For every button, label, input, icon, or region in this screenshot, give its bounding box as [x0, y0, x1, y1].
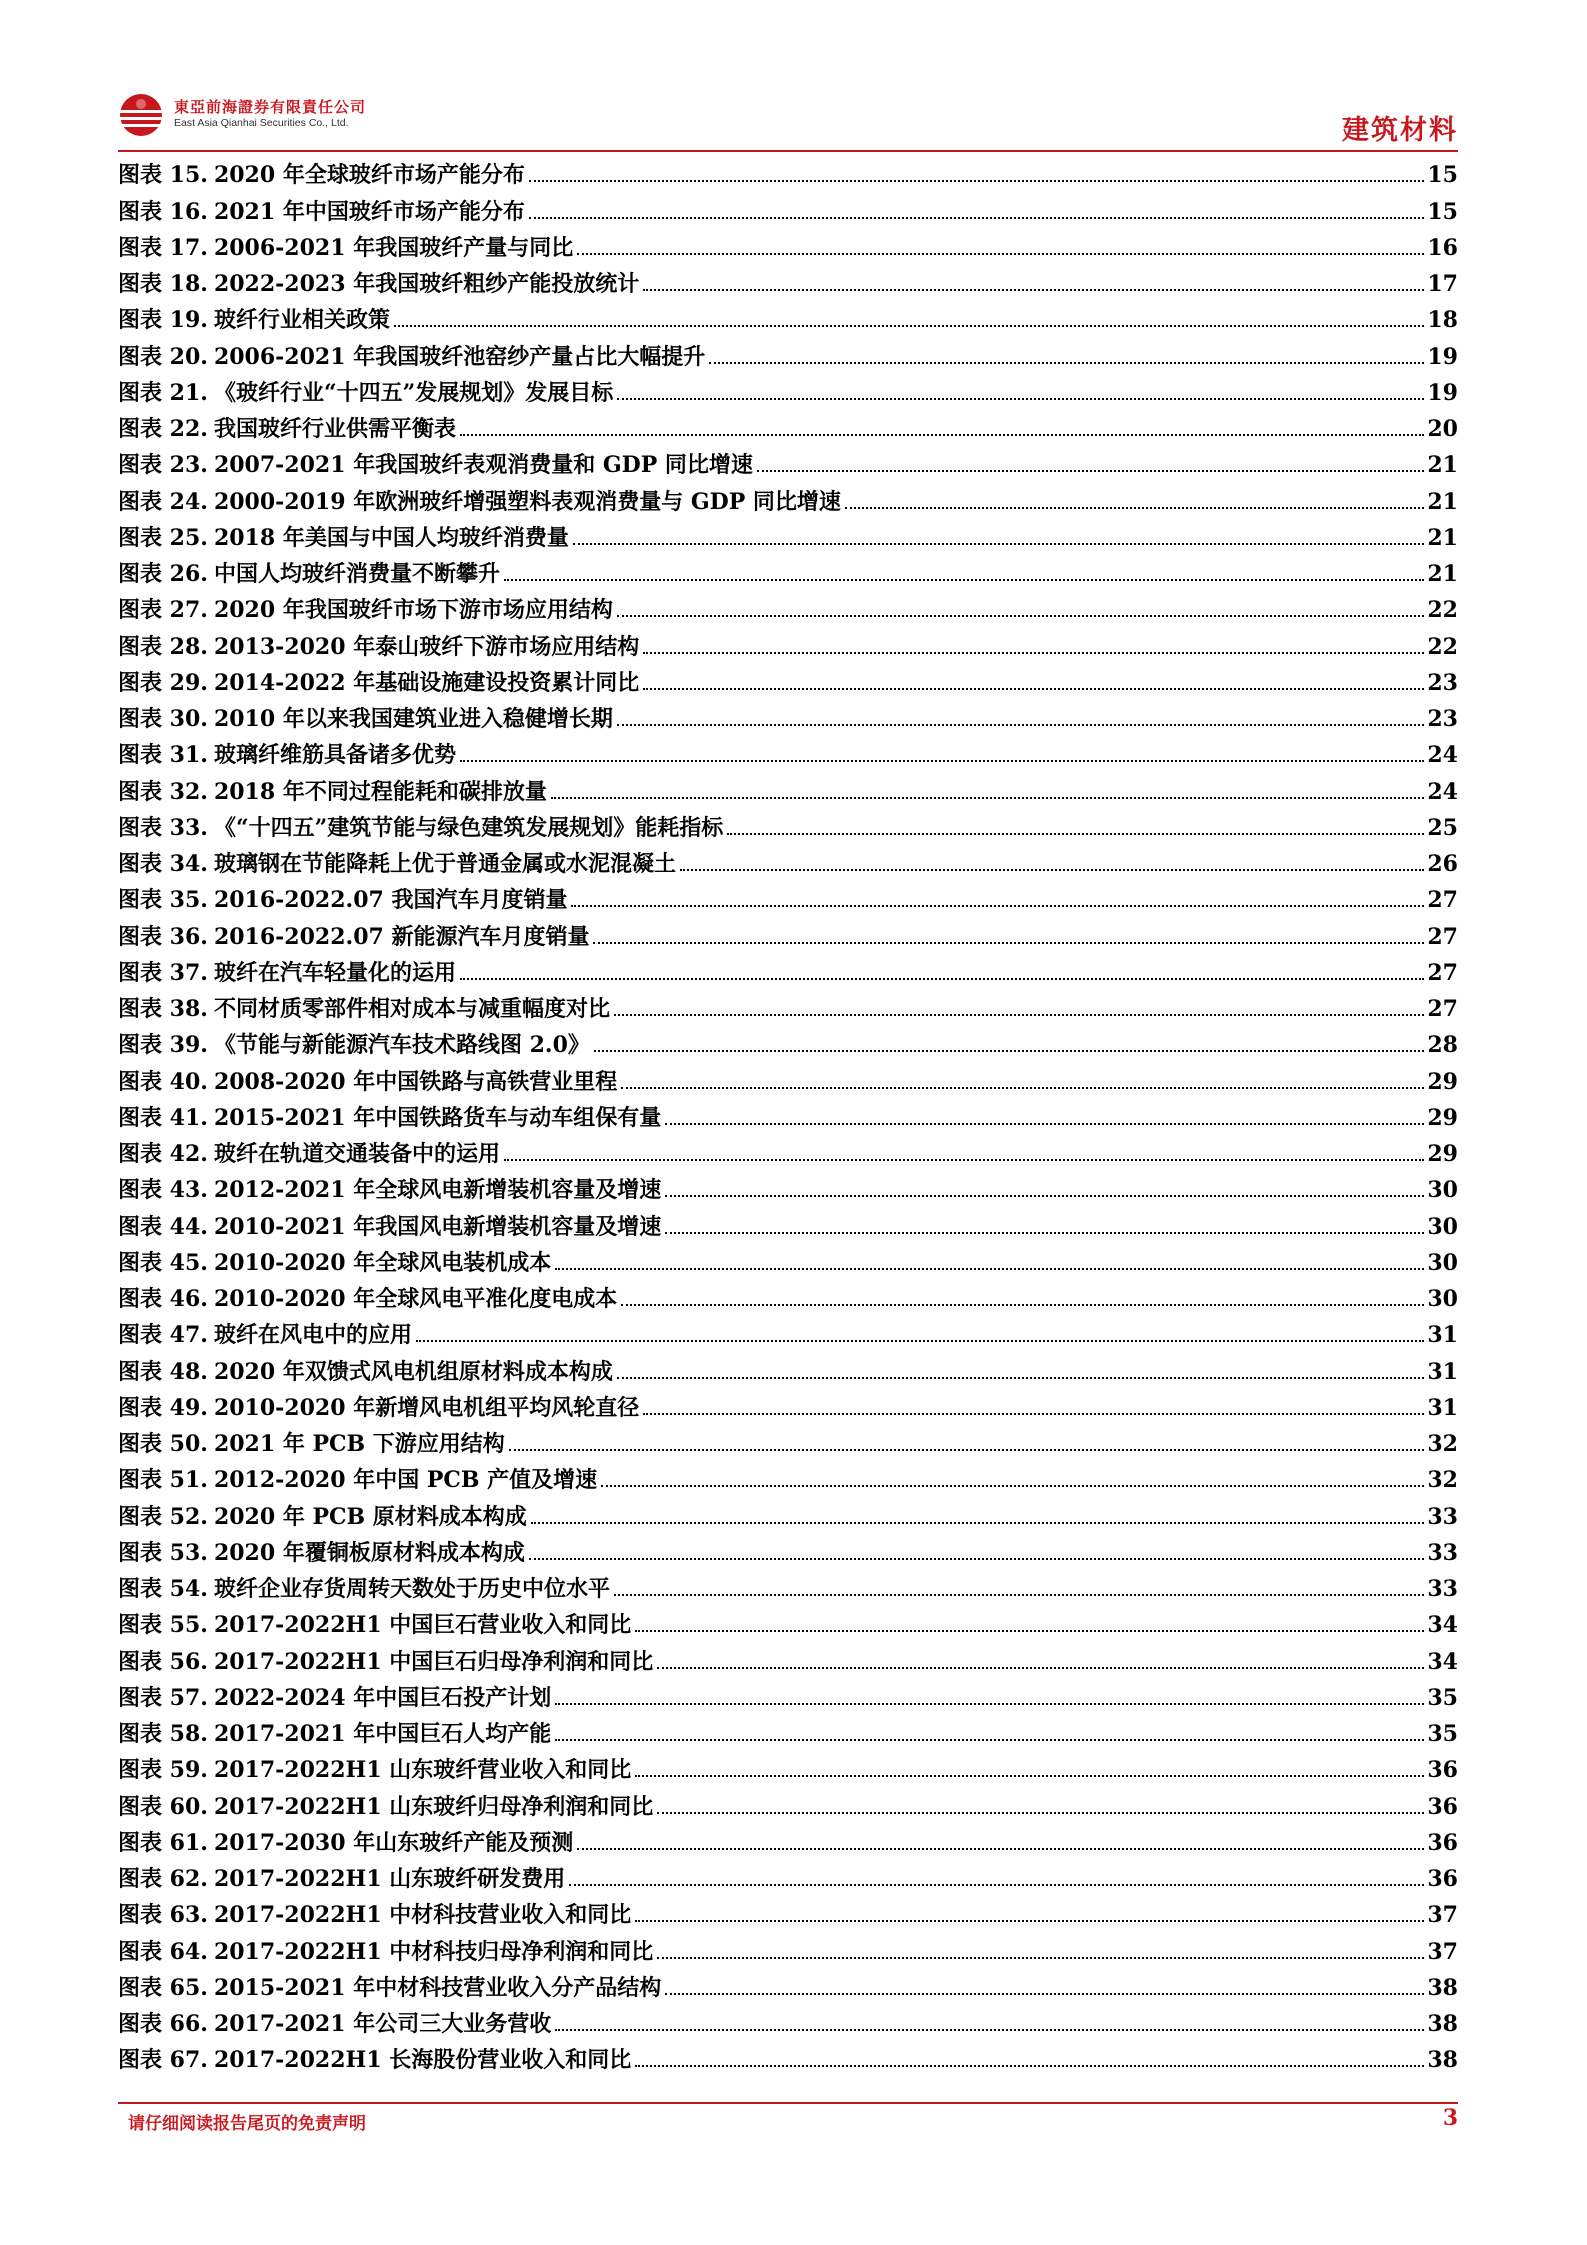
toc-entry[interactable] [118, 1929, 1458, 1965]
footer-divider [118, 2102, 1458, 2104]
toc-dot-leader [657, 1957, 1424, 1959]
toc-entry-title: 2012-2020 年中国 PCB 产值及增速 [213, 1467, 598, 1494]
toc-entry-page: 24 [1427, 742, 1458, 769]
toc-entry-page: 18 [1427, 307, 1458, 334]
toc-entry-label: 图表 65. [118, 1974, 208, 2001]
toc-dot-leader [555, 2029, 1424, 2031]
toc-entry-title: 2017-2022H1 中材科技归母净利润和同比 [213, 1938, 654, 1965]
toc-entry-title: 2014-2022 年基础设施建设投资累计同比 [213, 669, 640, 696]
toc-dot-leader [617, 615, 1425, 617]
toc-entry[interactable] [118, 2002, 1458, 2038]
toc-entry[interactable] [118, 1603, 1458, 1639]
toc-entry-title: 玻璃钢在节能降耗上优于普通金属或水泥混凝土 [213, 851, 676, 877]
toc-entry-page: 23 [1427, 706, 1458, 732]
toc-dot-leader [635, 2065, 1424, 2067]
sector-title: 建筑材料 [1342, 115, 1458, 146]
toc-entry-page: 36 [1427, 1793, 1458, 1820]
toc-entry-label: 图表 38. [118, 996, 208, 1022]
toc-entry-title: 玻纤在汽车轻量化的运用 [213, 959, 456, 986]
toc-entry[interactable] [118, 769, 1458, 805]
toc-entry[interactable] [118, 1059, 1458, 1095]
toc-entry-page: 25 [1427, 814, 1458, 841]
toc-entry-page: 33 [1427, 1503, 1458, 1530]
toc-entry[interactable] [118, 1893, 1458, 1929]
toc-dot-leader [617, 724, 1425, 726]
toc-entry-page: 15 [1427, 162, 1458, 189]
toc-entry-title: 不同材质零部件相对成本与减重幅度对比 [213, 996, 610, 1022]
toc-dot-leader [727, 833, 1424, 835]
toc-entry-page: 19 [1427, 379, 1458, 406]
toc-entry-page: 36 [1427, 1829, 1458, 1856]
toc-entry-page: 29 [1427, 1104, 1458, 1131]
toc-entry-label: 图表 60. [118, 1793, 208, 1820]
toc-entry-title: 2017-2022H1 山东玻纤研发费用 [213, 1866, 566, 1892]
toc-entry[interactable] [118, 1277, 1458, 1313]
toc-entry-title: 玻纤在风电中的应用 [213, 1322, 412, 1349]
toc-entry[interactable] [118, 1567, 1458, 1603]
toc-dot-leader [569, 1884, 1424, 1886]
toc-entry[interactable] [118, 733, 1458, 769]
toc-entry-title: 2012-2021 年全球风电新增装机容量及增速 [213, 1177, 662, 1204]
toc-dot-leader [709, 362, 1424, 364]
toc-entry-title: 2010-2020 年新增风电机组平均风轮直径 [213, 1394, 640, 1421]
toc-entry-label: 图表 46. [118, 1286, 208, 1312]
toc-entry-title: 2017-2021 年公司三大业务营收 [213, 2011, 552, 2037]
toc-entry-title: 2020 年全球玻纤市场产能分布 [213, 162, 525, 189]
toc-entry-label: 图表 66. [118, 2011, 208, 2037]
toc-entry-title: 2015-2021 年中国铁路货车与动车组保有量 [213, 1104, 662, 1131]
toc-entry-title: 2017-2022H1 中材科技营业收入和同比 [213, 1902, 632, 1929]
toc-entry-label: 图表 37. [118, 959, 208, 986]
toc-entry-title: 《玻纤行业“十四五”发展规划》发展目标 [213, 379, 614, 406]
toc-entry-page: 30 [1427, 1177, 1458, 1204]
toc-entry-title: 2016-2022.07 我国汽车月度销量 [213, 887, 568, 914]
toc-entry-title: 2013-2020 年泰山玻纤下游市场应用结构 [213, 633, 640, 660]
footer-disclaimer: 请仔细阅读报告尾页的免责声明 [128, 2114, 366, 2134]
toc-entry-label: 图表 26. [118, 561, 208, 587]
toc-entry[interactable] [118, 1857, 1458, 1893]
toc-entry-title: 2016-2022.07 新能源汽车月度销量 [213, 923, 590, 950]
toc-entry-label: 图表 32. [118, 778, 208, 805]
toc-entry-title: 2017-2030 年山东玻纤产能及预测 [213, 1829, 574, 1856]
toc-entry-label: 图表 27. [118, 597, 208, 624]
toc-entry-title: 中国人均玻纤消费量不断攀升 [213, 561, 500, 587]
toc-entry-title: 2021 年 PCB 下游应用结构 [213, 1431, 505, 1457]
toc-dot-leader [845, 507, 1424, 509]
toc-entry-page: 27 [1427, 923, 1458, 950]
toc-entry[interactable] [118, 226, 1458, 262]
toc-entry-title: 2015-2021 年中材科技营业收入分产品结构 [213, 1974, 662, 2001]
toc-dot-leader [573, 543, 1425, 545]
toc-entry-title: 2018 年不同过程能耗和碳排放量 [213, 778, 547, 805]
toc-dot-leader [635, 1920, 1424, 1922]
toc-entry[interactable] [118, 1966, 1458, 2002]
toc-entry-label: 图表 24. [118, 488, 208, 515]
toc-entry-page: 37 [1427, 1902, 1458, 1929]
toc-entry[interactable] [118, 153, 1458, 189]
toc-entry[interactable] [118, 2038, 1458, 2074]
toc-entry-title: 2010-2020 年全球风电装机成本 [213, 1249, 552, 1276]
toc-entry-title: 玻璃纤维筋具备诸多优势 [213, 742, 456, 769]
toc-entry-label: 图表 67. [118, 2047, 208, 2074]
toc-entry-label: 图表 22. [118, 416, 208, 442]
toc-entry-label: 图表 63. [118, 1902, 208, 1929]
toc-entry-page: 33 [1427, 1539, 1458, 1566]
toc-entry[interactable] [118, 842, 1458, 878]
toc-entry-page: 27 [1427, 959, 1458, 986]
toc-entry-label: 图表 43. [118, 1177, 208, 1204]
toc-entry-label: 图表 34. [118, 851, 208, 877]
toc-entry-page: 32 [1427, 1467, 1458, 1494]
toc-entry-page: 36 [1427, 1866, 1458, 1892]
toc-entry[interactable] [118, 1023, 1458, 1059]
toc-dot-leader [617, 398, 1424, 400]
toc-dot-leader [665, 1993, 1424, 1995]
toc-entry-page: 17 [1427, 271, 1458, 297]
toc-dot-leader [577, 1848, 1424, 1850]
toc-entry-page: 19 [1427, 343, 1458, 370]
toc-entry-label: 图表 58. [118, 1721, 208, 1747]
toc-entry-page: 27 [1427, 887, 1458, 914]
toc-entry[interactable] [118, 1132, 1458, 1168]
toc-entry-page: 38 [1427, 1974, 1458, 2001]
toc-entry[interactable] [118, 878, 1458, 914]
toc-entry[interactable] [118, 951, 1458, 987]
toc-entry[interactable] [118, 588, 1458, 624]
toc-dot-leader [460, 434, 1424, 436]
toc-entry-label: 图表 49. [118, 1394, 208, 1421]
toc-dot-leader [555, 1268, 1424, 1270]
toc-entry-label: 图表 55. [118, 1612, 208, 1639]
toc-dot-leader [460, 978, 1424, 980]
toc-dot-leader [601, 1485, 1424, 1487]
toc-dot-leader [504, 579, 1424, 581]
company-name-en: East Asia Qianhai Securities Co., Ltd. [174, 117, 349, 129]
toc-entry-page: 34 [1427, 1648, 1458, 1675]
toc-dot-leader [614, 1594, 1424, 1596]
toc-entry-label: 图表 62. [118, 1866, 208, 1892]
toc-entry-page: 27 [1427, 996, 1458, 1022]
toc-entry-page: 22 [1427, 633, 1458, 660]
toc-dot-leader [665, 1195, 1424, 1197]
toc-entry-page: 29 [1427, 1141, 1458, 1167]
toc-entry-title: 2020 年覆铜板原材料成本构成 [213, 1539, 525, 1566]
toc-dot-leader [577, 253, 1424, 255]
toc-entry-label: 图表 54. [118, 1576, 208, 1602]
toc-entry-page: 30 [1427, 1213, 1458, 1240]
toc-entry-label: 图表 45. [118, 1249, 208, 1276]
toc-dot-leader [416, 1340, 1424, 1342]
toc-entry-title: 2017-2022H1 中国巨石营业收入和同比 [213, 1612, 632, 1639]
toc-entry[interactable] [118, 1386, 1458, 1422]
page-number: 3 [1442, 2105, 1458, 2131]
toc-entry-label: 图表 59. [118, 1757, 208, 1784]
toc-entry-title: 2006-2021 年我国玻纤池窑纱产量占比大幅提升 [213, 343, 706, 370]
toc-dot-leader [635, 1775, 1424, 1777]
toc-entry[interactable] [118, 1748, 1458, 1784]
toc-entry[interactable] [118, 987, 1458, 1023]
toc-dot-leader [460, 760, 1424, 762]
company-name-cn: 東亞前海證券有限責任公司 [174, 98, 367, 116]
toc-dot-leader [643, 1413, 1424, 1415]
toc-entry-page: 30 [1427, 1249, 1458, 1276]
toc-entry-label: 图表 19. [118, 307, 208, 334]
toc-entry-label: 图表 44. [118, 1213, 208, 1240]
toc-entry-page: 38 [1427, 2011, 1458, 2037]
toc-entry-label: 图表 36. [118, 923, 208, 950]
toc-entry[interactable] [118, 1784, 1458, 1820]
toc-dot-leader [394, 325, 1424, 327]
toc-entry-title: 2020 年我国玻纤市场下游市场应用结构 [213, 597, 613, 624]
toc-entry-page: 35 [1427, 1684, 1458, 1711]
toc-dot-leader [665, 1123, 1424, 1125]
toc-entry-page: 32 [1427, 1431, 1458, 1457]
toc-entry-title: 2018 年美国与中国人均玻纤消费量 [213, 524, 569, 551]
toc-entry[interactable] [118, 624, 1458, 660]
toc-entry[interactable] [118, 1096, 1458, 1132]
toc-entry-title: 2007-2021 年我国玻纤表观消费量和 GDP 同比增速 [213, 452, 753, 479]
toc-dot-leader [504, 1159, 1424, 1161]
toc-entry[interactable] [118, 552, 1458, 588]
toc-entry-label: 图表 23. [118, 452, 208, 479]
toc-entry[interactable] [118, 189, 1458, 225]
toc-entry-label: 图表 61. [118, 1829, 208, 1856]
toc-entry-label: 图表 33. [118, 814, 208, 841]
toc-dot-leader [665, 1232, 1424, 1234]
toc-dot-leader [529, 180, 1425, 182]
toc-entry-title: 2017-2022H1 山东玻纤归母净利润和同比 [213, 1793, 654, 1820]
toc-entry-title: 2022-2023 年我国玻纤粗纱产能投放统计 [213, 271, 640, 297]
toc-dot-leader [614, 1014, 1424, 1016]
toc-entry-title: 《“十四五”建筑节能与绿色建筑发展规划》能耗指标 [213, 814, 724, 841]
toc-entry-label: 图表 56. [118, 1648, 208, 1675]
toc-entry-page: 21 [1427, 452, 1458, 479]
toc-entry[interactable] [118, 1313, 1458, 1349]
toc-dot-leader [551, 797, 1425, 799]
toc-entry-label: 图表 40. [118, 1068, 208, 1095]
toc-entry-page: 24 [1427, 778, 1458, 805]
toc-entry[interactable] [118, 516, 1458, 552]
toc-entry-page: 22 [1427, 597, 1458, 624]
toc-entry-title: 2010 年以来我国建筑业进入稳健增长期 [213, 706, 613, 732]
toc-entry-label: 图表 29. [118, 669, 208, 696]
toc-entry-page: 31 [1427, 1322, 1458, 1349]
toc-dot-leader [529, 1558, 1425, 1560]
toc-entry-page: 34 [1427, 1612, 1458, 1639]
toc-entry-label: 图表 39. [118, 1032, 208, 1059]
table-of-figures [118, 153, 1458, 2074]
toc-entry[interactable] [118, 661, 1458, 697]
toc-entry-page: 23 [1427, 669, 1458, 696]
toc-entry[interactable] [118, 697, 1458, 733]
toc-entry-label: 图表 16. [118, 198, 208, 225]
toc-entry-page: 21 [1427, 524, 1458, 551]
toc-entry-label: 图表 47. [118, 1322, 208, 1349]
toc-entry[interactable] [118, 371, 1458, 407]
toc-entry-label: 图表 21. [118, 379, 208, 406]
toc-entry-title: 2008-2020 年中国铁路与高铁营业里程 [213, 1068, 618, 1095]
toc-entry-page: 36 [1427, 1757, 1458, 1784]
toc-dot-leader [594, 1050, 1425, 1052]
toc-dot-leader [657, 1812, 1424, 1814]
toc-dot-leader [621, 1304, 1424, 1306]
toc-entry[interactable] [118, 1349, 1458, 1385]
toc-entry-label: 图表 64. [118, 1938, 208, 1965]
toc-entry-label: 图表 52. [118, 1503, 208, 1530]
toc-entry-title: 2017-2022H1 长海股份营业收入和同比 [213, 2047, 632, 2074]
toc-entry-label: 图表 31. [118, 742, 208, 769]
toc-entry[interactable] [118, 1422, 1458, 1458]
toc-entry-label: 图表 28. [118, 633, 208, 660]
toc-entry-title: 我国玻纤行业供需平衡表 [213, 416, 456, 442]
toc-dot-leader [643, 688, 1424, 690]
company-logo-icon [118, 92, 164, 138]
toc-entry[interactable] [118, 1241, 1458, 1277]
toc-entry-title: 2020 年 PCB 原材料成本构成 [213, 1503, 527, 1530]
toc-entry-title: 2017-2022H1 中国巨石归母净利润和同比 [213, 1648, 654, 1675]
toc-entry-label: 图表 20. [118, 343, 208, 370]
toc-entry-label: 图表 51. [118, 1467, 208, 1494]
toc-entry[interactable] [118, 1204, 1458, 1240]
toc-entry-label: 图表 41. [118, 1104, 208, 1131]
toc-dot-leader [509, 1449, 1425, 1451]
toc-entry-label: 图表 30. [118, 706, 208, 732]
toc-entry-label: 图表 57. [118, 1684, 208, 1711]
toc-dot-leader [555, 1703, 1424, 1705]
toc-dot-leader [555, 1739, 1424, 1741]
toc-entry-title: 2020 年双馈式风电机组原材料成本构成 [213, 1358, 613, 1385]
toc-entry[interactable] [118, 1458, 1458, 1494]
toc-entry-page: 30 [1427, 1286, 1458, 1312]
toc-entry-label: 图表 50. [118, 1431, 208, 1457]
toc-entry-title: 《节能与新能源汽车技术路线图 2.0》 [213, 1032, 590, 1059]
toc-entry-title: 2017-2022H1 山东玻纤营业收入和同比 [213, 1757, 632, 1784]
toc-dot-leader [643, 652, 1424, 654]
toc-entry-page: 28 [1427, 1032, 1458, 1059]
toc-dot-leader [643, 289, 1424, 291]
toc-entry-label: 图表 25. [118, 524, 208, 551]
toc-entry-label: 图表 48. [118, 1358, 208, 1385]
toc-dot-leader [593, 942, 1424, 944]
toc-entry-page: 26 [1427, 851, 1458, 877]
toc-entry-title: 2010-2021 年我国风电新增装机容量及增速 [213, 1213, 662, 1240]
toc-dot-leader [680, 869, 1424, 871]
toc-entry-label: 图表 42. [118, 1141, 208, 1167]
toc-entry-label: 图表 53. [118, 1539, 208, 1566]
toc-entry[interactable] [118, 1821, 1458, 1857]
toc-dot-leader [531, 1522, 1425, 1524]
toc-entry-page: 38 [1427, 2047, 1458, 2074]
toc-entry-page: 20 [1427, 416, 1458, 442]
toc-entry-title: 2021 年中国玻纤市场产能分布 [213, 198, 525, 225]
toc-entry-page: 16 [1427, 234, 1458, 261]
toc-entry-title: 2010-2020 年全球风电平准化度电成本 [213, 1286, 618, 1312]
toc-entry[interactable] [118, 1494, 1458, 1530]
toc-dot-leader [635, 1630, 1424, 1632]
toc-entry[interactable] [118, 479, 1458, 515]
toc-dot-leader [617, 1377, 1425, 1379]
toc-entry-title: 玻纤企业存货周转天数处于历史中位水平 [213, 1576, 610, 1602]
toc-entry-page: 35 [1427, 1721, 1458, 1747]
toc-entry[interactable] [118, 914, 1458, 950]
toc-entry-title: 2022-2024 年中国巨石投产计划 [213, 1684, 552, 1711]
toc-entry-title: 玻纤在轨道交通装备中的运用 [213, 1141, 500, 1167]
header-divider [118, 150, 1458, 152]
toc-dot-leader [571, 905, 1424, 907]
page-header [118, 88, 1458, 148]
toc-entry[interactable] [118, 1712, 1458, 1748]
toc-entry-page: 15 [1427, 198, 1458, 225]
toc-entry[interactable] [118, 443, 1458, 479]
toc-entry-page: 21 [1427, 561, 1458, 587]
toc-entry-title: 2006-2021 年我国玻纤产量与同比 [213, 234, 574, 261]
toc-entry[interactable] [118, 1639, 1458, 1675]
toc-entry[interactable] [118, 262, 1458, 298]
toc-entry[interactable] [118, 1531, 1458, 1567]
toc-entry[interactable] [118, 806, 1458, 842]
toc-entry-page: 21 [1427, 488, 1458, 515]
toc-entry-label: 图表 35. [118, 887, 208, 914]
toc-entry-label: 图表 18. [118, 271, 208, 297]
toc-entry-page: 37 [1427, 1938, 1458, 1965]
toc-entry[interactable] [118, 1676, 1458, 1712]
toc-entry-title: 2000-2019 年欧洲玻纤增强塑料表观消费量与 GDP 同比增速 [213, 488, 841, 515]
toc-dot-leader [757, 470, 1424, 472]
toc-entry-label: 图表 17. [118, 234, 208, 261]
toc-entry[interactable] [118, 407, 1458, 443]
toc-entry-page: 31 [1427, 1394, 1458, 1421]
toc-entry-title: 玻纤行业相关政策 [213, 307, 390, 334]
toc-entry-page: 33 [1427, 1576, 1458, 1602]
toc-entry[interactable] [118, 298, 1458, 334]
toc-entry-label: 图表 15. [118, 162, 208, 189]
toc-entry[interactable] [118, 334, 1458, 370]
toc-entry-page: 29 [1427, 1068, 1458, 1095]
toc-entry-title: 2017-2021 年中国巨石人均产能 [213, 1721, 552, 1747]
toc-dot-leader [621, 1087, 1424, 1089]
toc-dot-leader [529, 217, 1425, 219]
toc-entry-page: 31 [1427, 1358, 1458, 1385]
toc-entry[interactable] [118, 1168, 1458, 1204]
toc-dot-leader [657, 1667, 1424, 1669]
